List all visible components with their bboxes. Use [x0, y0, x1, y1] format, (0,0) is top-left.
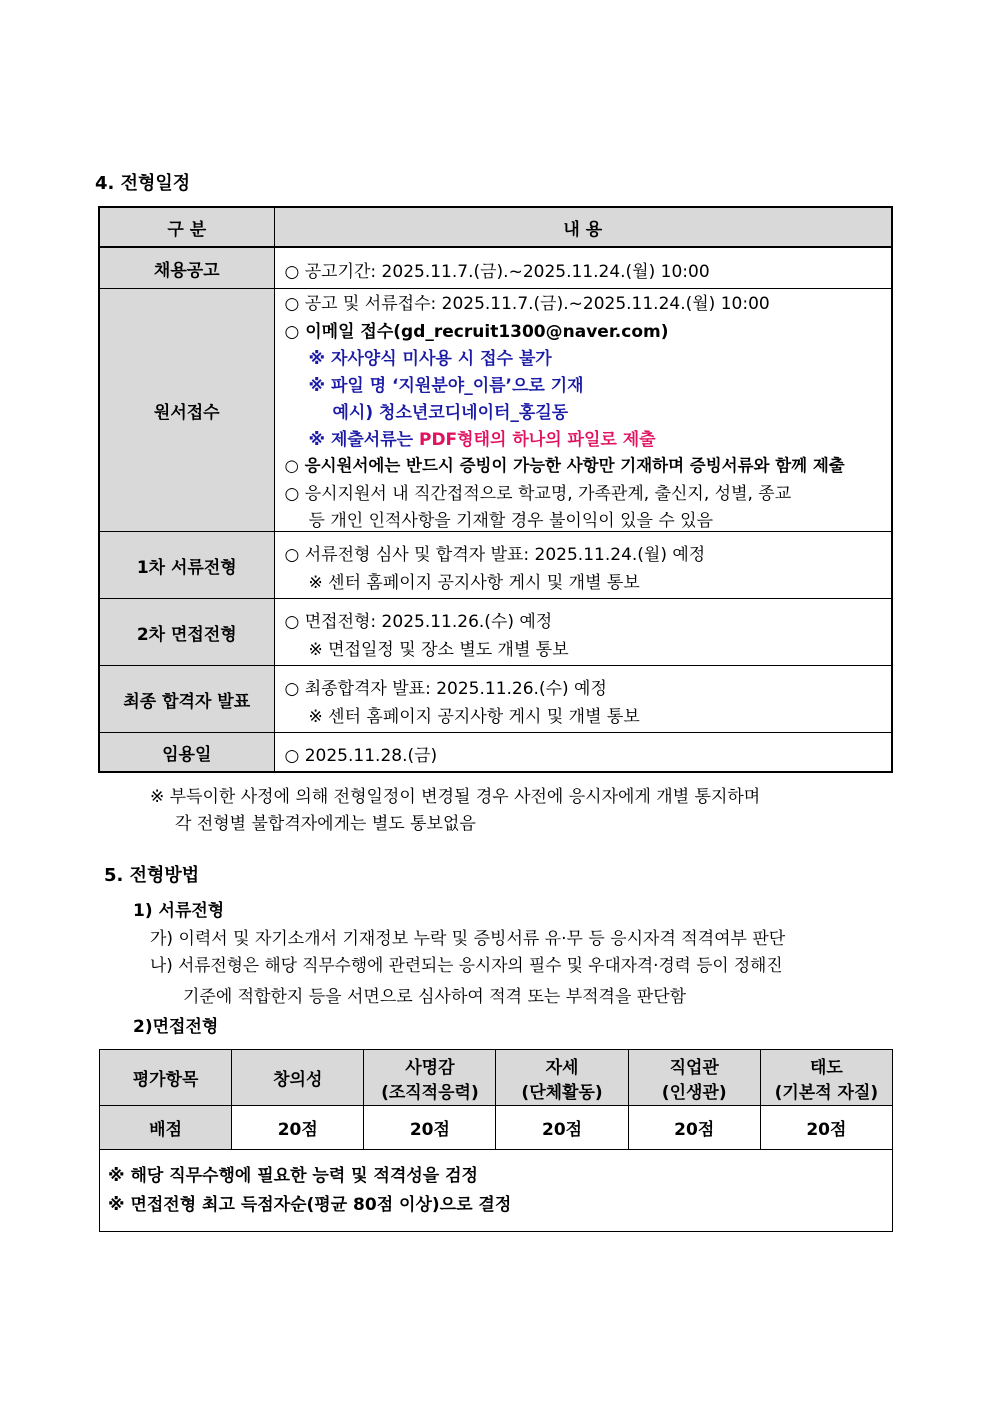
cell-line: ○ 응시지원서 내 직간접적으로 학교명, 가족관계, 출신지, 성별, 종교: [284, 484, 792, 504]
evidence-line: ○ 응시원서에는 반드시 증빙이 가능한 사항만 기재하며 증빙서류와 함께 제출: [284, 456, 845, 475]
criterion-name: 태도: [809, 1057, 843, 1078]
table-row: [99, 733, 892, 773]
screening-item-a: 가) 이력서 및 자기소개서 기재정보 누락 및 증빙서류 유·무 등 응시자격 적격여부 판단: [150, 929, 786, 949]
table-row: [99, 289, 892, 532]
row-label-document-screening: 1차 서류전형: [99, 532, 274, 599]
cell-line: ○ 면접전형: 2025.11.26.(수) 예정: [284, 612, 553, 632]
criterion-1: [232, 1050, 364, 1106]
section5-title: 5. 전형방법: [104, 865, 200, 886]
row-label-appointment: 임용일: [99, 733, 274, 773]
table-row: [99, 532, 892, 599]
score-cell: 20점: [760, 1106, 892, 1150]
screening-item-b-cont: 기준에 적합한지 등을 서면으로 심사하여 적격 또는 부적격을 판단함: [183, 987, 687, 1007]
pdf-format-highlight: PDF형태의: [418, 430, 507, 450]
eval-notes-row: [100, 1150, 893, 1232]
criterion-name: 사명감: [405, 1057, 455, 1078]
eval-header-label: 평가항목: [100, 1050, 232, 1106]
header-category: 구 분: [99, 207, 274, 247]
score-cell: 20점: [628, 1106, 760, 1150]
cell-line: ○ 최종합격자 발표: 2025.11.26.(수) 예정: [284, 679, 607, 699]
eval-score-row: [100, 1106, 893, 1150]
cell-line: ※ 면접일정 및 장소 별도 개별 통보: [308, 640, 569, 660]
eval-note: ※ 면접전형 최고 득점자순(평균 80점 이상)으로 결정: [108, 1194, 512, 1215]
cell-line: ※ 센터 홈페이지 공지사항 게시 및 개별 통보: [308, 573, 640, 593]
screening-item-b: 나) 서류전형은 해당 직무수행에 관련되는 응시자의 필수 및 우대자격·경력 등이 정해진: [150, 955, 783, 975]
eval-criteria-row: [100, 1050, 893, 1106]
cell-line: 등 개인 인적사항을 기재할 경우 불이익이 있을 수 있음: [308, 511, 714, 531]
interview-eval-table: [99, 1049, 893, 1232]
single-file-text: 하나의 파일로 제출: [506, 430, 656, 450]
criterion-detail: (단체활동): [521, 1082, 603, 1103]
submission-format-line: [309, 425, 656, 450]
row-label-application: 원서접수: [99, 289, 274, 532]
score-label: 배점: [100, 1106, 232, 1150]
row-label-notice: 채용공고: [99, 247, 274, 289]
score-cell: 20점: [232, 1106, 364, 1150]
header-content: 내 용: [274, 207, 892, 247]
cell-line: ○ 서류전형 심사 및 합격자 발표: 2025.11.24.(월) 예정: [284, 545, 706, 565]
email-application-line: ○ 이메일 접수(gd_recruit1300@naver.com): [284, 322, 669, 342]
schedule-table: [98, 206, 893, 773]
filename-example: 예시) 청소년코디네이터_홍길동: [332, 403, 569, 423]
criterion-2: [364, 1050, 496, 1106]
table-row: [99, 666, 892, 733]
criterion-detail: (인생관): [661, 1082, 727, 1103]
row-label-final-announcement: 최종 합격자 발표: [99, 666, 274, 733]
schedule-note-line2: 각 전형별 불합격자에게는 별도 통보없음: [175, 814, 476, 834]
eval-notes-cell: [100, 1150, 893, 1232]
criterion-5: [760, 1050, 892, 1106]
table-row: [99, 599, 892, 666]
criterion-detail: (조직적응력): [381, 1082, 479, 1103]
criterion-4: [628, 1050, 760, 1106]
score-cell: 20점: [364, 1106, 496, 1150]
criterion-name: 자세: [545, 1057, 579, 1078]
schedule-header-row: [99, 207, 892, 247]
schedule-note-line1: ※ 부득이한 사정에 의해 전형일정이 변경될 경우 사전에 응시자에게 개별 통지하며: [150, 787, 761, 807]
criterion-detail: (기본적 자질): [774, 1082, 879, 1103]
cell-line: ○ 2025.11.28.(금): [284, 746, 438, 766]
criterion-name: 직업관: [669, 1057, 719, 1078]
cell-line: ○ 공고기간: 2025.11.7.(금).~2025.11.24.(월) 10:00: [284, 262, 710, 282]
section4-title: 4. 전형일정: [95, 173, 191, 194]
form-warning: ※ 자사양식 미사용 시 접수 불가: [308, 349, 552, 369]
interview-title: 2)면접전형: [133, 1017, 219, 1037]
criterion-3: [496, 1050, 628, 1106]
document-screening-title: 1) 서류전형: [133, 901, 225, 921]
table-row: [99, 247, 892, 289]
criterion-name: 창의성: [273, 1070, 323, 1090]
cell-line: ○ 공고 및 서류접수: 2025.11.7.(금).~2025.11.24.(월) 10:00: [284, 294, 770, 314]
cell-line: ※ 센터 홈페이지 공지사항 게시 및 개별 통보: [308, 707, 640, 727]
eval-note: ※ 해당 직무수행에 필요한 능력 및 적격성을 검정: [108, 1165, 478, 1186]
score-cell: 20점: [496, 1106, 628, 1150]
filename-rule: ※ 파일 명 ‘지원분야_이름’으로 기재: [308, 376, 584, 396]
submission-prefix: ※ 제출서류는: [308, 430, 419, 450]
row-label-interview: 2차 면접전형: [99, 599, 274, 666]
